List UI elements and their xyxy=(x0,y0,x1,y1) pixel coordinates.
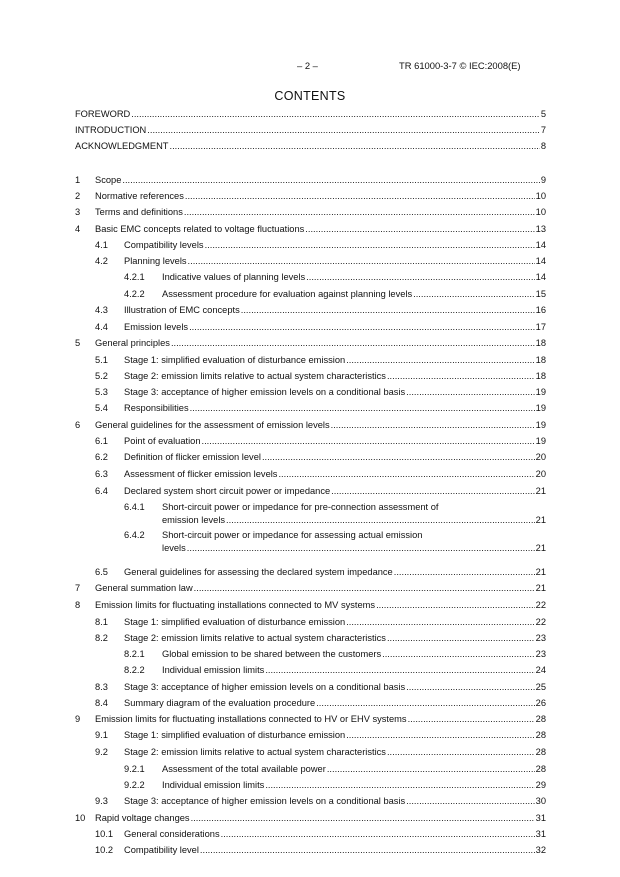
dot-leader xyxy=(346,354,534,366)
toc-entry[interactable] xyxy=(0,664,620,678)
dot-leader xyxy=(394,566,535,578)
toc-entry-title: Responsibilities xyxy=(124,403,189,413)
toc-entry-number: 10.2 xyxy=(95,845,114,855)
dot-leader xyxy=(170,140,540,152)
page-title: CONTENTS xyxy=(274,89,346,103)
dot-leader xyxy=(387,746,535,758)
toc-entry[interactable] xyxy=(0,321,620,335)
toc-entry-page: 20 xyxy=(535,452,546,462)
toc-entry-page: 17 xyxy=(535,322,546,332)
toc-entry-page: 30 xyxy=(535,796,546,806)
toc-entry-title: Planning levels xyxy=(124,256,187,266)
toc-entry-number: 8.1 xyxy=(95,617,108,627)
toc-entry[interactable] xyxy=(0,174,620,188)
toc-entry-title: Rapid voltage changes xyxy=(95,813,190,823)
toc-entry-page: 14 xyxy=(535,240,546,250)
toc-entry-title: Emission limits for fluctuating installations connected to HV or EHV systems xyxy=(95,714,407,724)
toc-entry-title: Assessment of the total available power xyxy=(162,764,326,774)
dot-leader xyxy=(185,190,535,202)
toc-entry-page: 7 xyxy=(540,125,546,135)
toc-entry-title: Normative references xyxy=(95,191,184,201)
dot-leader xyxy=(331,485,534,497)
toc-entry-number: 6.1 xyxy=(95,436,108,446)
toc-entry-title: Compatibility level xyxy=(124,845,199,855)
document-reference: TR 61000-3-7 © IEC:2008(E) xyxy=(399,60,521,71)
toc-entry[interactable] xyxy=(0,529,620,557)
toc-entry-title-continuation: emission levels xyxy=(162,515,226,525)
toc-entry-number: 10 xyxy=(75,813,86,823)
toc-entry[interactable] xyxy=(0,763,620,777)
toc-entry-number: 9.3 xyxy=(95,796,108,806)
toc-entry-number: 9.2.1 xyxy=(124,764,145,774)
toc-entry[interactable] xyxy=(0,582,620,596)
toc-entry-page: 14 xyxy=(535,256,546,266)
toc-entry-title-continuation: levels xyxy=(162,543,186,553)
toc-entry[interactable] xyxy=(0,485,620,499)
toc-entry-page: 5 xyxy=(540,109,546,119)
dot-leader xyxy=(241,304,535,316)
toc-entry-title: Short-circuit power or impedance for pre-connection assessment of xyxy=(162,502,439,512)
toc-entry-page: 26 xyxy=(535,698,546,708)
toc-entry-title: Indicative values of planning levels xyxy=(162,272,306,282)
toc-entry-title: Compatibility levels xyxy=(124,240,204,250)
toc-entry-page: 28 xyxy=(535,747,546,757)
toc-entry-number: 4 xyxy=(75,224,81,234)
toc-entry-title: Scope xyxy=(95,175,122,185)
toc-entry[interactable] xyxy=(0,681,620,695)
toc-entry-number: 5.4 xyxy=(95,403,108,413)
dot-leader xyxy=(191,812,535,824)
toc-entry-title: Individual emission limits xyxy=(162,780,265,790)
toc-entry-number: 8.2 xyxy=(95,633,108,643)
toc-entry-page: 19 xyxy=(535,403,546,413)
page-number: – 2 – xyxy=(297,60,318,71)
toc-entry-page: 28 xyxy=(535,714,546,724)
toc-entry-number: 6.4.1 xyxy=(124,502,145,512)
toc-entry-page: 24 xyxy=(535,665,546,675)
toc-entry-title: Stage 2: emission limits relative to actual system characteristics xyxy=(124,747,386,757)
toc-entry[interactable] xyxy=(0,451,620,465)
toc-entry-title: Declared system short circuit power or impedance xyxy=(124,486,331,496)
toc-entry[interactable] xyxy=(0,190,620,204)
dot-leader xyxy=(346,616,534,628)
toc-entry-title: ACKNOWLEDGMENT xyxy=(75,141,169,151)
dot-leader xyxy=(265,779,534,791)
dot-leader xyxy=(346,729,534,741)
dot-leader xyxy=(221,828,535,840)
toc-entry[interactable] xyxy=(0,616,620,630)
toc-entry-page: 9 xyxy=(540,175,546,185)
toc-entry-page: 23 xyxy=(535,633,546,643)
toc-entry-title: Stage 3: acceptance of higher emission levels on a conditional basis xyxy=(124,387,406,397)
toc-entry-page: 14 xyxy=(535,272,546,282)
toc-entry-title: General guidelines for the assessment of emission levels xyxy=(95,420,330,430)
toc-entry[interactable] xyxy=(0,140,620,154)
toc-entry[interactable] xyxy=(0,255,620,269)
toc-entry-title: Illustration of EMC concepts xyxy=(124,305,240,315)
toc-entry-title: Emission limits for fluctuating installations connected to MV systems xyxy=(95,600,376,610)
toc-entry-page: 8 xyxy=(540,141,546,151)
dot-leader xyxy=(305,223,534,235)
dot-leader xyxy=(122,174,539,186)
toc-entry-page: 21 xyxy=(535,583,546,593)
toc-entry-page: 28 xyxy=(535,764,546,774)
toc-entry-number: 4.2.2 xyxy=(124,289,145,299)
toc-entry-number: 9.2.2 xyxy=(124,780,145,790)
toc-entry[interactable] xyxy=(0,354,620,368)
dot-leader xyxy=(200,844,535,856)
toc-entry-page: 10 xyxy=(535,207,546,217)
toc-entry[interactable] xyxy=(0,746,620,760)
toc-entry-number: 9 xyxy=(75,714,81,724)
toc-entry-page: 29 xyxy=(535,780,546,790)
toc-entry-page: 19 xyxy=(535,387,546,397)
toc-entry-page: 19 xyxy=(535,436,546,446)
toc-entry[interactable] xyxy=(0,828,620,842)
dot-leader xyxy=(406,386,535,398)
toc-entry[interactable] xyxy=(0,402,620,416)
dot-leader xyxy=(226,514,535,526)
toc-entry-number: 4.3 xyxy=(95,305,108,315)
toc-entry-title: Stage 2: emission limits relative to actual system characteristics xyxy=(124,633,386,643)
toc-entry[interactable] xyxy=(0,779,620,793)
toc-entry-number: 5 xyxy=(75,338,81,348)
toc-entry-title: Point of evaluation xyxy=(124,436,201,446)
toc-entry-number: 8.2.2 xyxy=(124,665,145,675)
toc-entry[interactable] xyxy=(0,223,620,237)
toc-entry[interactable] xyxy=(0,108,620,122)
toc-entry-title: General summation law xyxy=(95,583,193,593)
toc-entry-title: Definition of flicker emission level xyxy=(124,452,261,462)
toc-entry-page: 20 xyxy=(535,469,546,479)
toc-entry-page: 10 xyxy=(535,191,546,201)
toc-entry-number: 4.2.1 xyxy=(124,272,145,282)
toc-entry[interactable] xyxy=(0,370,620,384)
dot-leader xyxy=(194,582,535,594)
toc-entry-title: General guidelines for assessing the declared system impedance xyxy=(124,567,393,577)
dot-leader xyxy=(190,402,535,414)
toc-entry-number: 5.2 xyxy=(95,371,108,381)
dot-leader xyxy=(171,337,535,349)
toc-entry-title: Assessment procedure for evaluation against planning levels xyxy=(162,289,413,299)
toc-entry-number: 9.1 xyxy=(95,730,108,740)
dot-leader xyxy=(147,124,540,136)
toc-entry-title: Stage 1: simplified evaluation of disturbance emission xyxy=(124,730,346,740)
toc-entry-number: 8.2.1 xyxy=(124,649,145,659)
dot-leader xyxy=(202,435,535,447)
toc-entry[interactable] xyxy=(0,288,620,302)
dot-leader xyxy=(188,255,535,267)
toc-entry-title: Stage 2: emission limits relative to actual system characteristics xyxy=(124,371,386,381)
dot-leader xyxy=(387,632,535,644)
toc-entry-page: 21 xyxy=(535,567,546,577)
toc-entry-page: 19 xyxy=(535,420,546,430)
toc-entry-continuation xyxy=(162,514,546,526)
dot-leader xyxy=(306,271,534,283)
toc-entry[interactable] xyxy=(0,304,620,318)
toc-entry-number: 4.2 xyxy=(95,256,108,266)
toc-entry[interactable] xyxy=(0,419,620,433)
dot-leader xyxy=(331,419,535,431)
toc-entry[interactable] xyxy=(0,812,620,826)
toc-entry-number: 3 xyxy=(75,207,81,217)
toc-entry[interactable] xyxy=(0,632,620,646)
toc-entry-page: 28 xyxy=(535,730,546,740)
dot-leader xyxy=(327,763,535,775)
toc-entry-number: 8.4 xyxy=(95,698,108,708)
toc-entry-number: 6 xyxy=(75,420,81,430)
toc-entry[interactable] xyxy=(0,206,620,220)
toc-entry-number: 5.3 xyxy=(95,387,108,397)
toc-entry-page: 18 xyxy=(535,338,546,348)
dot-leader xyxy=(406,681,535,693)
toc-entry-title: General considerations xyxy=(124,829,220,839)
dot-leader xyxy=(189,321,535,333)
toc-entry-page: 32 xyxy=(535,845,546,855)
toc-entry-number: 8.3 xyxy=(95,682,108,692)
dot-leader xyxy=(184,206,535,218)
toc-entry-number: 1 xyxy=(75,175,81,185)
toc-entry-page: 21 xyxy=(535,515,546,525)
toc-entry-title: Basic EMC concepts related to voltage fluctuations xyxy=(95,224,305,234)
toc-entry-number: 6.3 xyxy=(95,469,108,479)
toc-entry-page: 22 xyxy=(535,617,546,627)
toc-entry-page: 21 xyxy=(535,486,546,496)
toc-entry-number: 9.2 xyxy=(95,747,108,757)
toc-entry-page: 31 xyxy=(535,813,546,823)
toc-entry-number: 5.1 xyxy=(95,355,108,365)
toc-entry[interactable] xyxy=(0,844,620,858)
toc-entry[interactable] xyxy=(0,795,620,809)
toc-entry-title: Short-circuit power or impedance for assessing actual emission xyxy=(162,530,423,540)
dot-leader xyxy=(278,468,534,480)
toc-entry[interactable] xyxy=(0,697,620,711)
toc-entry-title: Global emission to be shared between the customers xyxy=(162,649,382,659)
toc-entry-title: Summary diagram of the evaluation procedure xyxy=(124,698,316,708)
toc-entry-title: Terms and definitions xyxy=(95,207,183,217)
toc-entry[interactable] xyxy=(0,713,620,727)
toc-entry-page: 13 xyxy=(535,224,546,234)
dot-leader xyxy=(187,542,535,554)
dot-leader xyxy=(316,697,534,709)
toc-entry-page: 16 xyxy=(535,305,546,315)
toc-entry-page: 18 xyxy=(535,371,546,381)
toc-entry-page: 25 xyxy=(535,682,546,692)
toc-entry[interactable] xyxy=(0,729,620,743)
toc-entry[interactable] xyxy=(0,468,620,482)
dot-leader xyxy=(387,370,535,382)
toc-entry-number: 6.5 xyxy=(95,567,108,577)
toc-entry-title: Stage 3: acceptance of higher emission levels on a conditional basis xyxy=(124,796,406,806)
toc-entry[interactable] xyxy=(0,271,620,285)
toc-entry-page: 15 xyxy=(535,289,546,299)
toc-entry-number: 4.4 xyxy=(95,322,108,332)
toc-entry-page: 18 xyxy=(535,355,546,365)
toc-entry-title: FOREWORD xyxy=(75,109,131,119)
dot-leader xyxy=(205,239,535,251)
toc-entry[interactable] xyxy=(0,386,620,400)
toc-entry-continuation xyxy=(162,542,546,554)
toc-entry-title: Individual emission limits xyxy=(162,665,265,675)
toc-entry-title: Stage 1: simplified evaluation of disturbance emission xyxy=(124,617,346,627)
toc-entry-title: INTRODUCTION xyxy=(75,125,147,135)
toc-entry[interactable] xyxy=(0,648,620,662)
toc-entry[interactable] xyxy=(0,501,620,529)
toc-entry-number: 7 xyxy=(75,583,81,593)
toc-entry-title: General principles xyxy=(95,338,170,348)
dot-leader xyxy=(265,664,534,676)
toc-entry-number: 10.1 xyxy=(95,829,114,839)
toc-entry-title: Stage 3: acceptance of higher emission levels on a conditional basis xyxy=(124,682,406,692)
toc-entry[interactable] xyxy=(0,566,620,580)
toc-entry-title: Stage 1: simplified evaluation of disturbance emission xyxy=(124,355,346,365)
toc-entry-title: Assessment of flicker emission levels xyxy=(124,469,278,479)
toc-entry-page: 21 xyxy=(535,543,546,553)
toc-entry-number: 8 xyxy=(75,600,81,610)
toc-entry-number: 2 xyxy=(75,191,81,201)
toc-entry-title: Emission levels xyxy=(124,322,189,332)
toc-entry-number: 6.4 xyxy=(95,486,108,496)
toc-entry-number: 4.1 xyxy=(95,240,108,250)
dot-leader xyxy=(413,288,535,300)
toc-entry-number: 6.2 xyxy=(95,452,108,462)
toc-entry[interactable] xyxy=(0,435,620,449)
toc-entry[interactable] xyxy=(0,239,620,253)
toc-entry-number: 6.4.2 xyxy=(124,530,145,540)
dot-leader xyxy=(382,648,535,660)
toc-entry-page: 23 xyxy=(535,649,546,659)
dot-leader xyxy=(262,451,535,463)
dot-leader xyxy=(406,795,535,807)
dot-leader xyxy=(408,713,535,725)
dot-leader xyxy=(376,599,535,611)
toc-entry[interactable] xyxy=(0,599,620,613)
toc-entry[interactable] xyxy=(0,124,620,138)
toc-entry-page: 22 xyxy=(535,600,546,610)
toc-entry[interactable] xyxy=(0,337,620,351)
dot-leader xyxy=(131,108,540,120)
toc-entry-page: 31 xyxy=(535,829,546,839)
